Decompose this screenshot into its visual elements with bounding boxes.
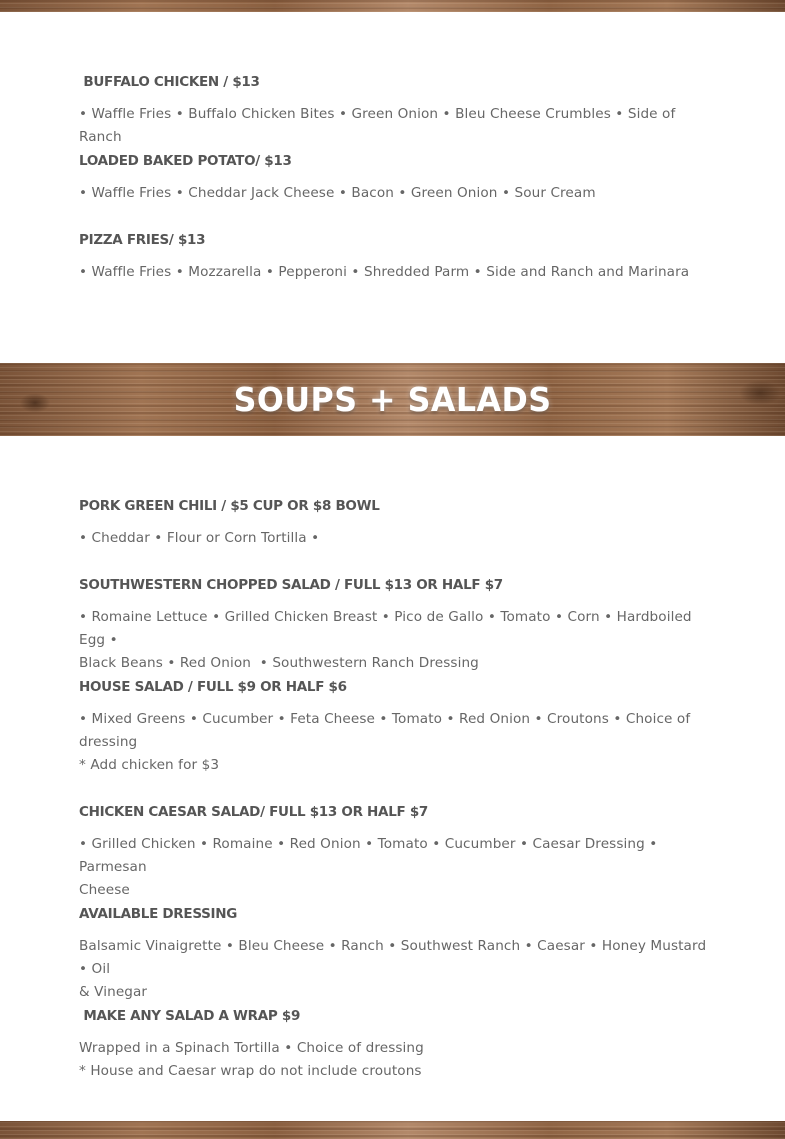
menu-item-description [79,833,709,902]
menu-item [79,497,709,550]
menu-item-description [79,1037,709,1083]
menu-item [79,231,709,284]
menu-item-title: CHICKEN CAESAR SALAD/ FULL $13 OR HALF $7 [79,804,429,820]
menu-item [79,678,709,777]
menu-item-line: Balsamic Vinaigrette • Bleu Cheese • Ranch • Southwest Ranch • Caesar • Honey Mustard • Oil [79,938,711,977]
menu-item-line: dressing [79,734,138,750]
menu-item-title: LOADED BAKED POTATO/ $13 [79,153,292,169]
menu-item [79,576,709,675]
menu-item-line: • Waffle Fries • Mozzarella • Pepperoni • Shredded Parm • Side and Ranch and Marinara [79,264,690,280]
menu-item-line: * House and Caesar wrap do not include croutons [79,1063,422,1079]
menu-item [79,1007,709,1083]
menu-item-line: Cheese [79,882,130,898]
menu-item-line: Black Beans • Red Onion • Southwestern Ranch Dressing [79,655,479,671]
menu-item-description [79,606,709,675]
menu-item-title: BUFFALO CHICKEN / $13 [79,74,260,90]
menu-item-title: PORK GREEN CHILI / $5 CUP OR $8 BOWL [79,498,380,514]
menu-item [79,905,709,1004]
wood-banner-bottom [0,1121,785,1139]
menu-item [79,73,709,149]
menu-item-line: • Cheddar • Flour or Corn Tortilla • [79,530,320,546]
menu-item-line: • Waffle Fries • Buffalo Chicken Bites • Green Onion • Bleu Cheese Crumbles • Side of Ranch [79,106,680,145]
menu-item-line: Wrapped in a Spinach Tortilla • Choice of dressing [79,1040,424,1056]
menu-item-description [79,935,709,1004]
menu-item-description [79,708,709,777]
section-banner [0,363,785,436]
menu-item-description [79,527,709,550]
menu-item-title: HOUSE SALAD / FULL $9 OR HALF $6 [79,679,347,695]
wood-banner-top [0,0,785,12]
menu-item [79,803,709,902]
menu-item-line: • Romaine Lettuce • Grilled Chicken Breast • Pico de Gallo • Tomato • Corn • Hardboiled Egg • [79,609,697,648]
menu-item [79,152,709,205]
menu-item-title: SOUTHWESTERN CHOPPED SALAD / FULL $13 OR HALF $7 [79,577,503,593]
menu-item-description [79,103,709,149]
section-title: SOUPS + SALADS [233,380,552,419]
menu-item-line: * Add chicken for $3 [79,757,220,773]
menu-item-title: AVAILABLE DRESSING [79,906,238,922]
menu-item-description [79,182,709,205]
menu-item-title: MAKE ANY SALAD A WRAP $9 [79,1008,301,1024]
menu-item-line: • Waffle Fries • Cheddar Jack Cheese • Bacon • Green Onion • Sour Cream [79,185,596,201]
menu-item-line: • Grilled Chicken • Romaine • Red Onion • Tomato • Cucumber • Caesar Dressing • Parmesan [79,836,662,875]
menu-item-line: • Mixed Greens • Cucumber • Feta Cheese • Tomato • Red Onion • Croutons • Choice of [79,711,691,727]
menu-item-description [79,261,709,284]
menu-item-title: PIZZA FRIES/ $13 [79,232,206,248]
menu-item-line: & Vinegar [79,984,148,1000]
